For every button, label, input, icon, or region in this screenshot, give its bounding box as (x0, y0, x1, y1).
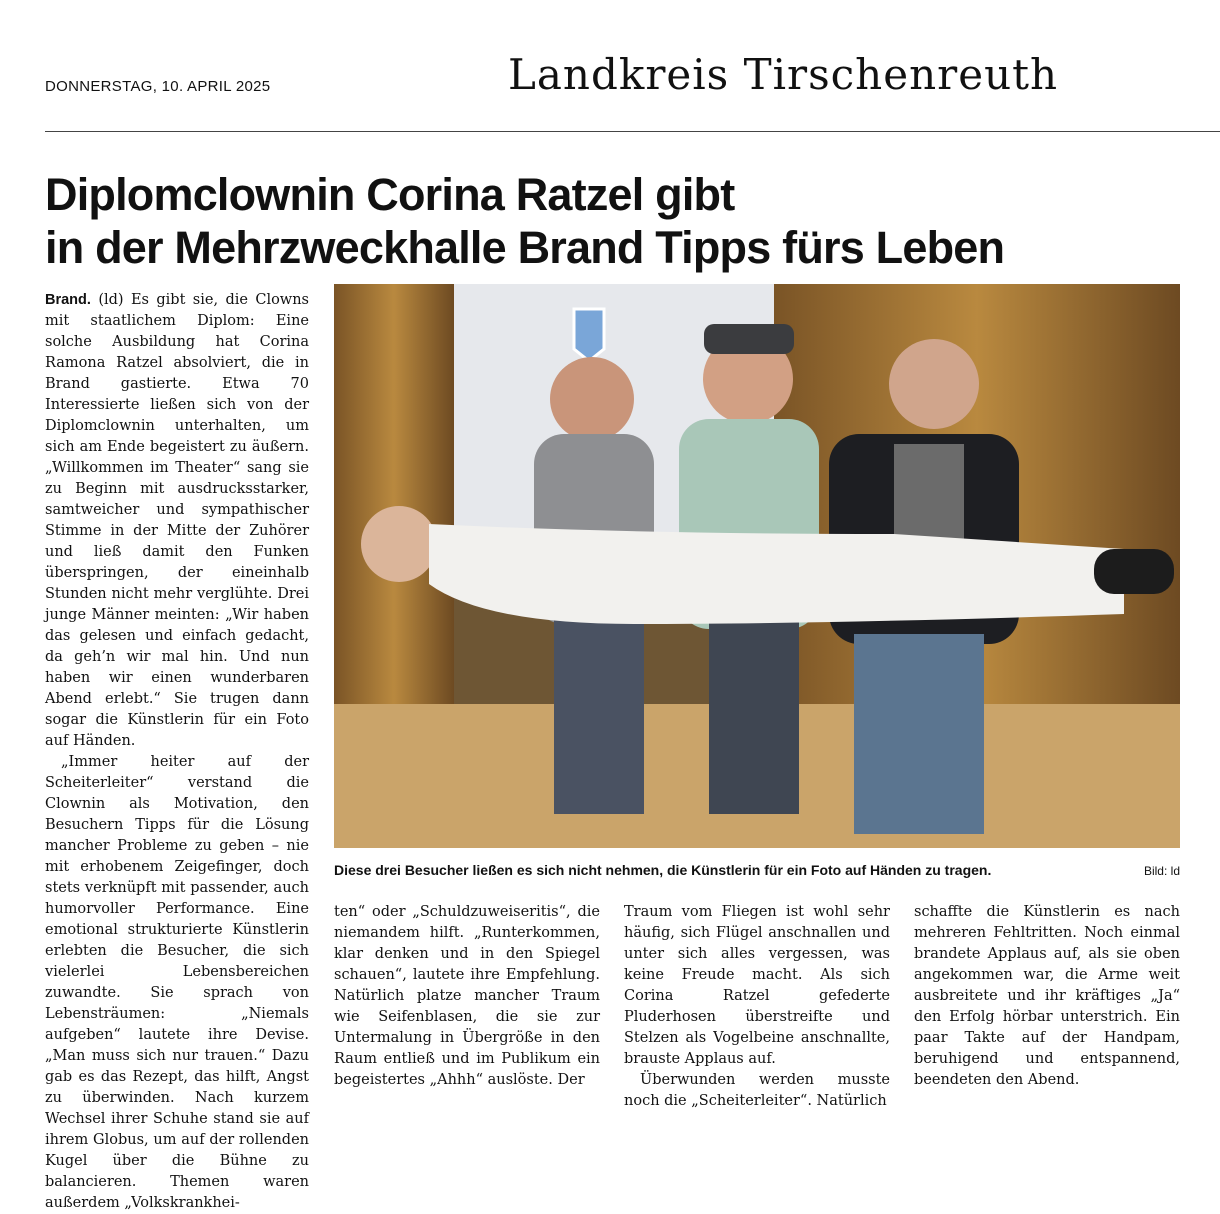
issue-date: DONNERSTAG, 10. APRIL 2025 (45, 78, 271, 95)
article-column-3 (624, 902, 890, 1112)
photo-credit: Bild: ld (1143, 864, 1180, 878)
article-paragraph-3: ten“ oder „Schuldzuweiseritis“, die niemandem hilft. „Runterkommen, klar denken und in den Spiegel schauen“, lautete ihre Empfehlung. Natürlich platze mancher Traum wie Seifenblasen, die sie zur Untermalung in Übergröße in den Raum entließ und im Publikum ein begeistertes „Ahhh“ auslöste. Der (334, 904, 600, 1088)
headline-line-2: in der Mehrzweckhalle Brand Tipps fürs Leben (45, 222, 1005, 273)
article-column-1 (45, 290, 309, 1214)
caption-text: Diese drei Besucher ließen es sich nicht nehmen, die Künstlerin für ein Foto auf Händen zu tragen. (334, 862, 992, 878)
article-column-2 (334, 902, 600, 1091)
section-title: Landkreis Tirschenreuth (508, 50, 1059, 99)
article-paragraph-6: schaffte die Künstlerin es nach mehreren Fehltritten. Noch einmal brandete Applaus auf, als sie oben angekommen war, die Arme weit ausbreitete und ihr kräftiges „Ja“ den Erfolg hörbar unterstrich. Ein paar Takte auf der Handpam, beruhigend und entspannend, beendeten den Abend. (914, 904, 1180, 1088)
article-column-4 (914, 902, 1180, 1091)
header-divider (45, 131, 1220, 132)
article-photo (334, 284, 1180, 848)
article-headline (45, 168, 1004, 274)
headline-line-1: Diplomclownin Corina Ratzel gibt (45, 169, 735, 220)
article-paragraph-2: „Immer heiter auf der Scheiterleiter“ verstand die Clownin als Motivation, den Besuchern Tipps für die Lösung mancher Probleme zu geben – nie mit erhobenem Zeigefinger, doch stets verknüpft mit passender, auch humorvoller Performance. Eine emotional strukturierte Künstlerin erlebten die Besucher, die sich vielerlei Lebensbereichen zuwandte. Sie sprach von Lebensträumen: „Niemals aufgeben“ lautete ihre Devise. „Man muss sich nur trauen.“ Dazu gab es das Rezept, das hilft, Angst zu überwinden. Nach kurzem Wechsel ihrer Schuhe stand sie auf ihrem Globus, um auf der rollenden Kugel über die Bühne zu balancieren. Themen waren außerdem „Volkskrankhei- (45, 754, 309, 1211)
photo-caption (334, 862, 1180, 878)
article-paragraph-1: Brand. (ld) Es gibt sie, die Clowns mit staatlichem Diplom: Eine solche Ausbildung hat Corina Ramona Ratzel absolviert, die in Brand gastierte. Etwa 70 Interessierte ließen sich von der Diplomclownin unterhalten, um sich am Ende begeistert zu äußern. „Willkommen im Theater“ sang sie zu Beginn mit ausdrucksstarker, samtweicher und sympathischer Stimme in der Mitte der Zuhörer und ließ damit den Funken überspringen, der eineinhalb Stunden nicht mehr verglühte. Drei junge Männer meinten: „Wir haben das gelesen und einfach gedacht, da geh’n wir mal hin. Und nun haben wir einen wunderbaren Abend erlebt.“ Sie trugen dann sogar die Künstlerin für ein Foto auf Händen. (45, 292, 310, 749)
article-paragraph-5: Überwunden werden musste noch die „Scheiterleiter“. Natürlich (624, 1072, 890, 1109)
photo-illustration (334, 284, 1180, 848)
article-paragraph-4: Traum vom Fliegen ist wohl sehr häufig, sich Flügel anschnallen und unter sich alles vergessen, was keine Freude macht. Als sich Corina Ratzel gefederte Pluderhosen überstreifte und Stelzen als Vogelbeine anschnallte, brauste Applaus auf. (624, 904, 890, 1067)
dateline: Brand. (45, 292, 91, 308)
